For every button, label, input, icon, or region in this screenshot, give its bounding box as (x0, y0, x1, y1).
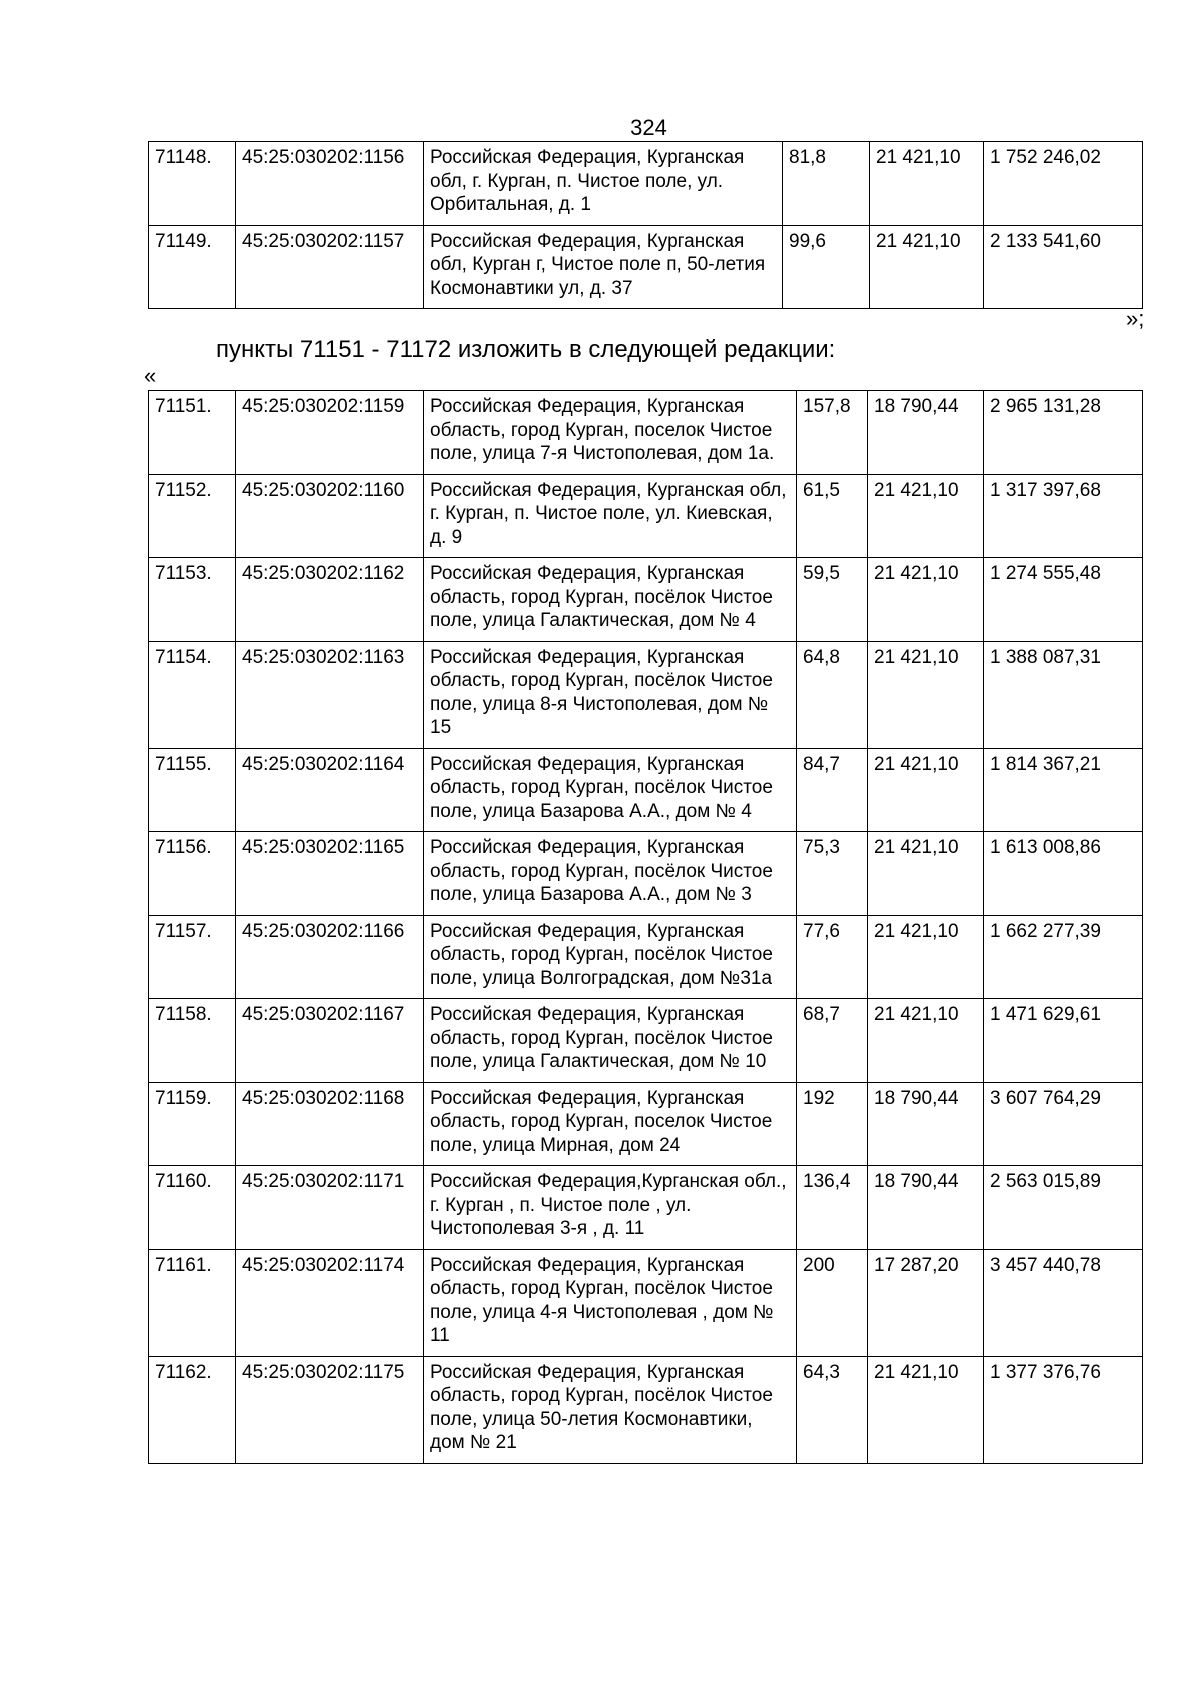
cell-item-number: 71161. (149, 1249, 236, 1356)
cell-address: Российская Федерация,Курганская обл., г. Курган , п. Чистое поле , ул. Чистополевая 3-я , д. 11 (424, 1166, 797, 1250)
cell-area: 157,8 (797, 391, 868, 475)
cell-cadastral-value: 2 133 541,60 (984, 225, 1143, 309)
cell-cadastral-number: 45:25:030202:1163 (236, 641, 424, 748)
cell-address: Российская Федерация, Курганская обл, г. Курган, п. Чистое поле, ул. Киевская, д. 9 (424, 474, 797, 558)
table-row (149, 832, 1143, 916)
cell-item-number: 71155. (149, 748, 236, 832)
cell-item-number: 71157. (149, 915, 236, 999)
cell-address: Российская Федерация, Курганская область, город Курган, посёлок Чистое поле, улица 8-я Чистополевая, дом № 15 (424, 641, 797, 748)
cell-address: Российская Федерация, Курганская обл, г. Курган, п. Чистое поле, ул. Орбитальная, д. 1 (424, 142, 783, 226)
cell-address: Российская Федерация, Курганская область, город Курган, поселок Чистое поле, улица Мирная, дом 24 (424, 1082, 797, 1166)
cell-address: Российская Федерация, Курганская обл, Курган г, Чистое поле п, 50-летия Космонавтики ул, д. 37 (424, 225, 783, 309)
cell-item-number: 71151. (149, 391, 236, 475)
table-existing-items (148, 141, 1143, 309)
cell-cadastral-number: 45:25:030202:1175 (236, 1356, 424, 1463)
cell-unit-value: 21 421,10 (868, 748, 984, 832)
cell-cadastral-number: 45:25:030202:1164 (236, 748, 424, 832)
cell-cadastral-value: 1 388 087,31 (984, 641, 1143, 748)
cell-cadastral-number: 45:25:030202:1171 (236, 1166, 424, 1250)
cell-unit-value: 18 790,44 (868, 391, 984, 475)
cell-unit-value: 21 421,10 (870, 225, 984, 309)
cell-cadastral-value: 3 457 440,78 (984, 1249, 1143, 1356)
cell-cadastral-value: 2 965 131,28 (984, 391, 1143, 475)
cell-unit-value: 21 421,10 (868, 474, 984, 558)
cell-address: Российская Федерация, Курганская область, город Курган, посёлок Чистое поле, улица 50-летия Космонавтики, дом № 21 (424, 1356, 797, 1463)
cell-area: 68,7 (797, 999, 868, 1083)
cell-cadastral-number: 45:25:030202:1160 (236, 474, 424, 558)
cell-unit-value: 21 421,10 (868, 999, 984, 1083)
cell-cadastral-number: 45:25:030202:1166 (236, 915, 424, 999)
cell-item-number: 71148. (149, 142, 236, 226)
cell-item-number: 71159. (149, 1082, 236, 1166)
table-row (149, 1356, 1143, 1463)
cell-area: 61,5 (797, 474, 868, 558)
cell-area: 77,6 (797, 915, 868, 999)
table-row (149, 391, 1143, 475)
cell-area: 64,8 (797, 641, 868, 748)
cell-area: 136,4 (797, 1166, 868, 1250)
table-row (149, 558, 1143, 642)
table-row (149, 1082, 1143, 1166)
cell-cadastral-value: 1 613 008,86 (984, 832, 1143, 916)
opening-quote: « (144, 363, 157, 388)
cell-unit-value: 17 287,20 (868, 1249, 984, 1356)
cell-area: 81,8 (783, 142, 870, 226)
cell-cadastral-value: 1 317 397,68 (984, 474, 1143, 558)
table-row (149, 748, 1143, 832)
cell-unit-value: 18 790,44 (868, 1082, 984, 1166)
table-row (149, 142, 1143, 226)
cell-address: Российская Федерация, Курганская область, город Курган, посёлок Чистое поле, улица Галактическая, дом № 4 (424, 558, 797, 642)
cell-cadastral-number: 45:25:030202:1156 (236, 142, 424, 226)
cell-area: 84,7 (797, 748, 868, 832)
cell-cadastral-value: 2 563 015,89 (984, 1166, 1143, 1250)
cell-cadastral-value: 1 814 367,21 (984, 748, 1143, 832)
cell-item-number: 71153. (149, 558, 236, 642)
cell-cadastral-number: 45:25:030202:1167 (236, 999, 424, 1083)
cell-item-number: 71162. (149, 1356, 236, 1463)
cell-cadastral-number: 45:25:030202:1165 (236, 832, 424, 916)
cell-item-number: 71152. (149, 474, 236, 558)
cell-unit-value: 21 421,10 (870, 142, 984, 226)
cell-address: Российская Федерация, Курганская область, город Курган, поселок Чистое поле, улица 7-я Чистополевая, дом 1а. (424, 391, 797, 475)
table-row (149, 225, 1143, 309)
cell-address: Российская Федерация, Курганская область, город Курган, посёлок Чистое поле, улица Галактическая, дом № 10 (424, 999, 797, 1083)
cell-cadastral-value: 1 274 555,48 (984, 558, 1143, 642)
table-amended-items (148, 390, 1143, 1464)
cell-unit-value: 18 790,44 (868, 1166, 984, 1250)
cell-cadastral-value: 3 607 764,29 (984, 1082, 1143, 1166)
table-row (149, 1249, 1143, 1356)
cell-address: Российская Федерация, Курганская область, город Курган, посёлок Чистое поле, улица Базарова А.А., дом № 3 (424, 832, 797, 916)
cell-unit-value: 21 421,10 (868, 832, 984, 916)
cell-item-number: 71160. (149, 1166, 236, 1250)
cell-cadastral-number: 45:25:030202:1174 (236, 1249, 424, 1356)
cell-cadastral-number: 45:25:030202:1157 (236, 225, 424, 309)
cell-area: 64,3 (797, 1356, 868, 1463)
table-row (149, 641, 1143, 748)
cell-area: 200 (797, 1249, 868, 1356)
amendment-instruction: пункты 71151 - 71172 изложить в следующей редакции: (216, 336, 836, 363)
cell-area: 59,5 (797, 558, 868, 642)
cell-address: Российская Федерация, Курганская область, город Курган, посёлок Чистое поле, улица Волгоградская, дом №31а (424, 915, 797, 999)
page-number: 324 (630, 115, 667, 140)
cell-item-number: 71158. (149, 999, 236, 1083)
table-row (149, 999, 1143, 1083)
cell-cadastral-value: 1 752 246,02 (984, 142, 1143, 226)
cell-cadastral-value: 1 662 277,39 (984, 915, 1143, 999)
table-row (149, 915, 1143, 999)
cell-cadastral-number: 45:25:030202:1168 (236, 1082, 424, 1166)
cell-cadastral-value: 1 471 629,61 (984, 999, 1143, 1083)
cell-unit-value: 21 421,10 (868, 558, 984, 642)
cell-unit-value: 21 421,10 (868, 641, 984, 748)
cell-cadastral-number: 45:25:030202:1162 (236, 558, 424, 642)
cell-cadastral-number: 45:25:030202:1159 (236, 391, 424, 475)
cell-cadastral-value: 1 377 376,76 (984, 1356, 1143, 1463)
cell-unit-value: 21 421,10 (868, 1356, 984, 1463)
cell-area: 99,6 (783, 225, 870, 309)
cell-unit-value: 21 421,10 (868, 915, 984, 999)
table-row (149, 1166, 1143, 1250)
cell-address: Российская Федерация, Курганская область, город Курган, посёлок Чистое поле, улица 4-я Чистополевая , дом № 11 (424, 1249, 797, 1356)
closing-quote: »; (1126, 306, 1145, 331)
cell-item-number: 71149. (149, 225, 236, 309)
cell-item-number: 71156. (149, 832, 236, 916)
cell-address: Российская Федерация, Курганская область, город Курган, посёлок Чистое поле, улица Базарова А.А., дом № 4 (424, 748, 797, 832)
cell-area: 75,3 (797, 832, 868, 916)
table-row (149, 474, 1143, 558)
cell-item-number: 71154. (149, 641, 236, 748)
cell-area: 192 (797, 1082, 868, 1166)
